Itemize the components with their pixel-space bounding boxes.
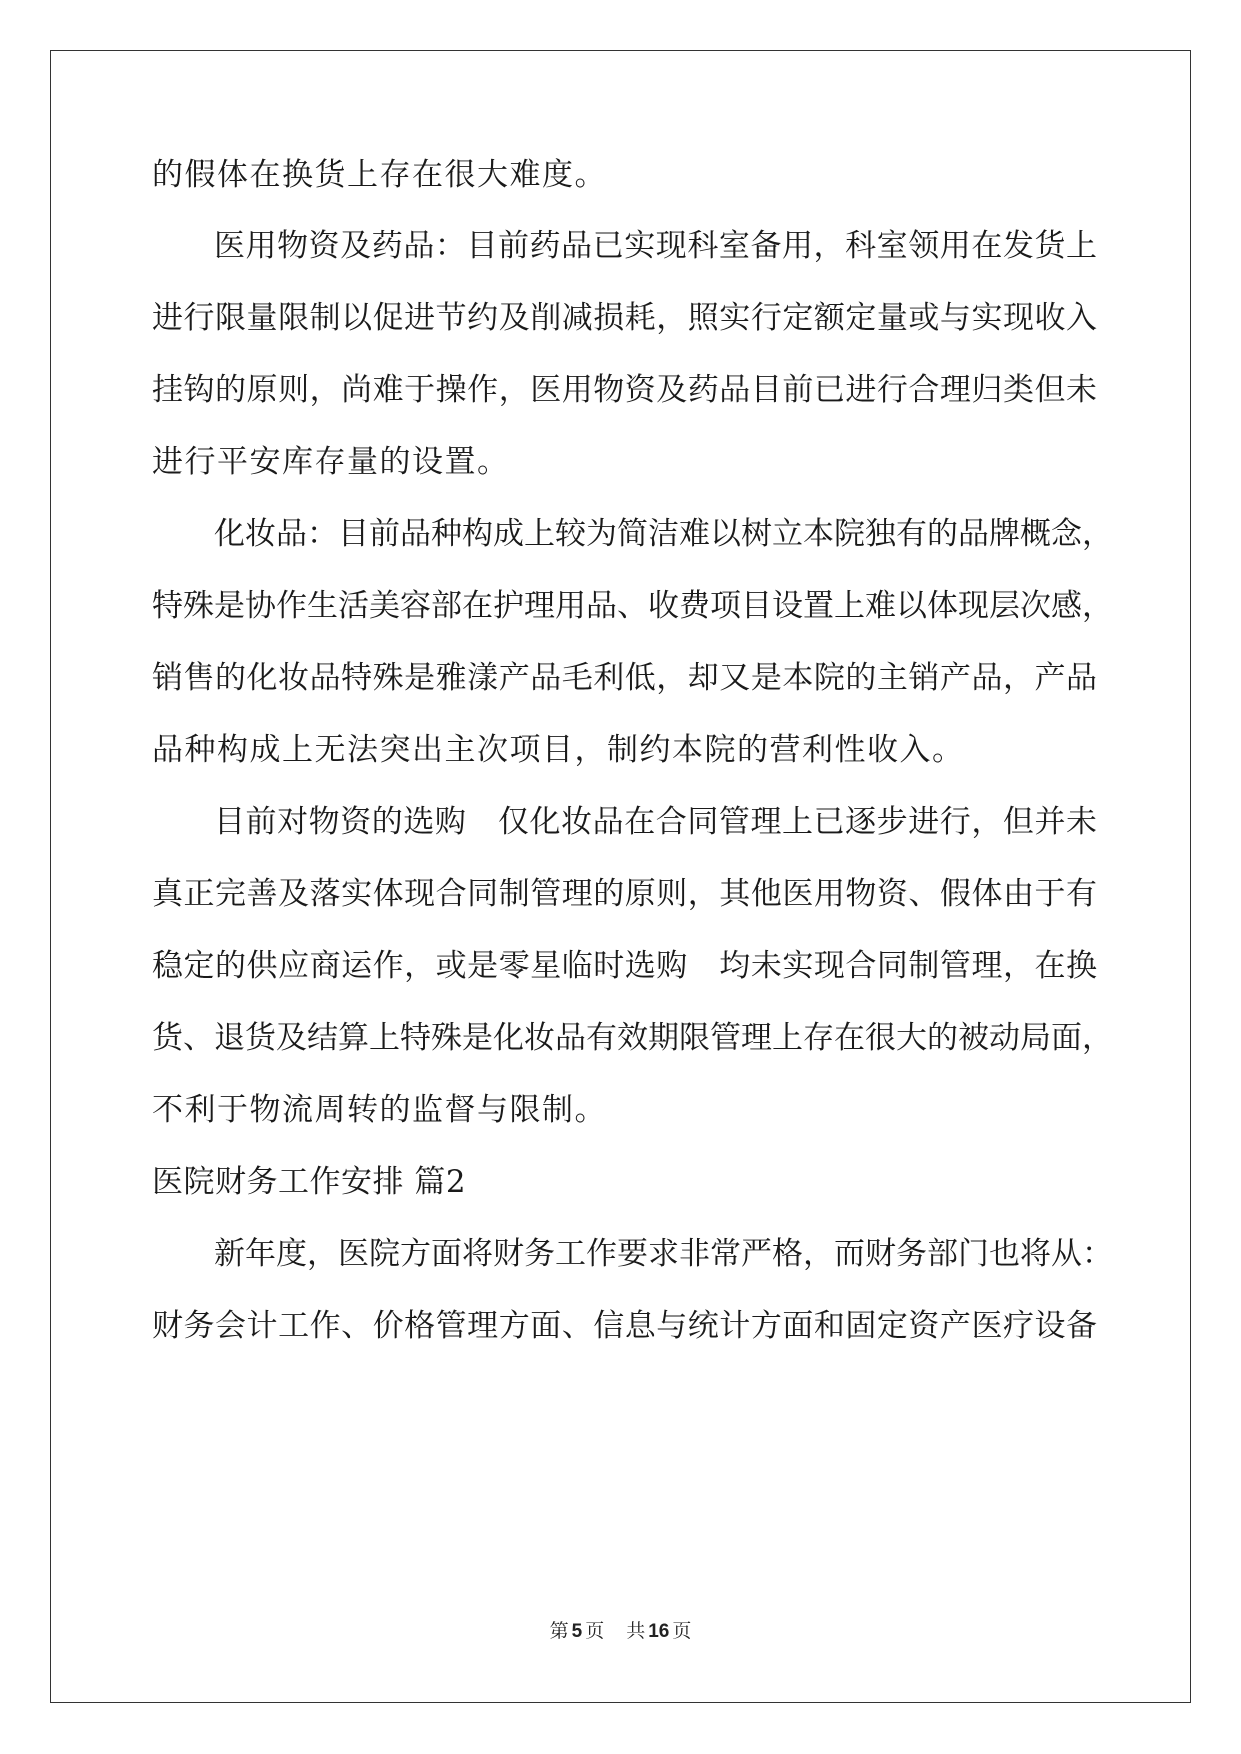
paragraph-line: 稳定的供应商运作，或是零星临时选购 均未实现合同制管理，在换: [152, 948, 1097, 984]
paragraph-line: 进行限量限制以促进节约及削减损耗，照实行定额定量或与实现收入: [152, 300, 1097, 336]
paragraph-line: 目前对物资的选购 仅化妆品在合同管理上已逐步进行，但并未: [214, 804, 1097, 840]
page-footer: [0, 1619, 1241, 1644]
paragraph-line: 品种构成上无法突出主次项目，制约本院的营利性收入。: [152, 732, 965, 768]
page-prefix: 第: [549, 1620, 569, 1642]
paragraph-line: 挂钩的原则，尚难于操作，医用物资及药品目前已进行合理归类但未: [152, 372, 1097, 408]
paragraph-line: 化妆品：目前品种构成上较为简洁难以树立本院独有的品牌概念，: [214, 516, 1113, 552]
total-suffix: 页: [672, 1620, 692, 1642]
page-suffix: 页: [585, 1620, 605, 1642]
page-number: 5: [571, 1621, 583, 1642]
paragraph-line: 销售的化妆品特殊是雅漾产品毛利低，却又是本院的主销产品，产品: [152, 660, 1097, 696]
paragraph-line: 的假体在换货上存在很大难度。: [152, 157, 607, 193]
paragraph-line: 货、退货及结算上特殊是化妆品有效期限管理上存在很大的被动局面，: [152, 1020, 1113, 1056]
paragraph-line: 真正完善及落实体现合同制管理的原则，其他医用物资、假体由于有: [152, 876, 1097, 912]
paragraph-line: 财务会计工作、价格管理方面、信息与统计方面和固定资产医疗设备: [152, 1308, 1097, 1344]
total-pages: 16: [648, 1621, 670, 1642]
section-heading: 医院财务工作安排 篇2: [152, 1164, 467, 1200]
paragraph-line: 新年度，医院方面将财务工作要求非常严格，而财务部门也将从：: [214, 1236, 1113, 1272]
paragraph-line: 特殊是协作生活美容部在护理用品、收费项目设置上难以体现层次感，: [152, 588, 1113, 624]
paragraph-line: 医用物资及药品：目前药品已实现科室备用，科室领用在发货上: [214, 228, 1097, 264]
paragraph-line: 不利于物流周转的监督与限制。: [152, 1092, 607, 1128]
paragraph-line: 进行平安库存量的设置。: [152, 444, 510, 480]
total-prefix: 共: [626, 1620, 646, 1642]
